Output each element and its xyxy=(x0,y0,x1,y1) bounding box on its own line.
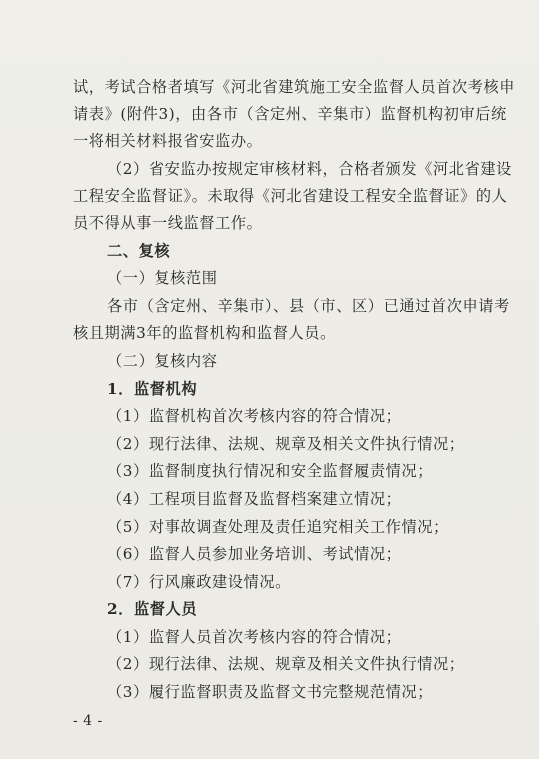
list-item: （3）监督制度执行情况和安全监督履责情况； xyxy=(107,462,434,480)
item-heading: 1．监督机构 xyxy=(107,380,198,398)
subsection-heading: （一）复核范围 xyxy=(107,269,218,287)
text-line: （2）省安监办按规定审核材料，合格者颁发《河北省建设 xyxy=(107,160,512,178)
text-line: 请表》(附件3)，由各市（含定州、辛集市）监督机构初审后统 xyxy=(73,105,507,123)
list-item: （6）监督人员参加业务培训、考试情况； xyxy=(107,545,402,563)
list-item: （3）履行监督职责及监督文书完整规范情况； xyxy=(107,683,434,701)
list-item: （2）现行法律、法规、规章及相关文件执行情况； xyxy=(107,435,465,453)
list-item: （2）现行法律、法规、规章及相关文件执行情况； xyxy=(107,655,465,673)
list-item: （5）对事故调查处理及责任追究相关工作情况； xyxy=(107,518,449,536)
subsection-heading: （二）复核内容 xyxy=(107,352,218,370)
text-line: 各市（含定州、辛集市）、县（市、区）已通过首次申请考 xyxy=(107,297,510,315)
list-item: （4）工程项目监督及监督档案建立情况； xyxy=(107,490,402,508)
text-line: 核且期满3年的监督机构和监督人员。 xyxy=(73,324,336,342)
text-line: 员不得从事一线监督工作。 xyxy=(73,214,263,232)
list-item: （1）监督人员首次考核内容的符合情况； xyxy=(107,628,402,646)
section-heading: 二、复核 xyxy=(107,242,171,260)
item-heading: 2．监督人员 xyxy=(107,600,198,618)
text-line: 工程安全监督证》。未取得《河北省建设工程安全监督证》的人 xyxy=(73,187,508,205)
text-line: 一将相关材料报省安监办。 xyxy=(73,132,263,150)
list-item: （1）监督机构首次考核内容的符合情况； xyxy=(107,407,402,425)
text-line: 试，考试合格者填写《河北省建筑施工安全监督人员首次考核申 xyxy=(73,78,516,96)
list-item: （7）行风廉政建设情况。 xyxy=(107,573,291,591)
page-number: - 4 - xyxy=(73,713,103,729)
